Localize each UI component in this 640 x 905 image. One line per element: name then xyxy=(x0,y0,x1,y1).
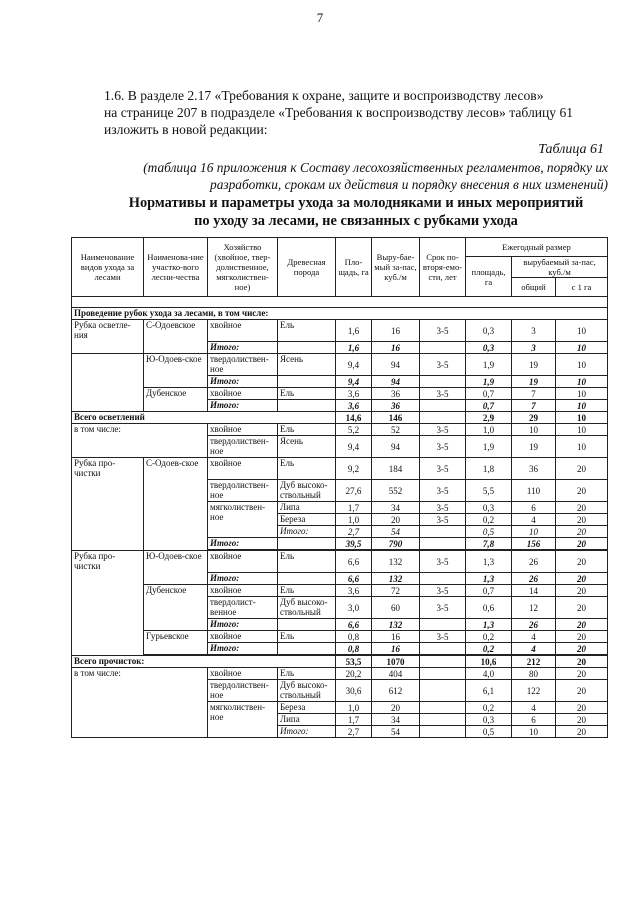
value-cell: 1070 xyxy=(372,656,420,668)
value-cell: 612 xyxy=(372,680,420,702)
value-cell: 0,8 xyxy=(336,631,372,643)
value-cell: 9,4 xyxy=(336,436,372,458)
value-cell: 6,1 xyxy=(466,680,512,702)
table-row xyxy=(72,458,608,480)
value-cell: 94 xyxy=(372,354,420,376)
value-cell: 4 xyxy=(512,514,556,526)
economy-cell: хвойное xyxy=(208,551,278,573)
value-cell: 10 xyxy=(512,526,556,538)
value-cell: 0,5 xyxy=(466,526,512,538)
paragraph-line: изложить в новой редакции: xyxy=(104,122,268,137)
value-cell: 20 xyxy=(556,458,608,480)
table-row xyxy=(72,585,608,597)
value-cell: 20 xyxy=(556,514,608,526)
value-cell: 34 xyxy=(372,714,420,726)
value-cell: 14 xyxy=(512,585,556,597)
value-cell: 12 xyxy=(512,597,556,619)
subtotal-label: Итого: xyxy=(208,538,278,550)
value-cell: 1,9 xyxy=(466,354,512,376)
value-cell: 10 xyxy=(556,400,608,412)
value-cell xyxy=(420,668,466,680)
empty-cell xyxy=(278,619,336,631)
value-cell: 146 xyxy=(372,412,420,424)
species-cell: Дуб высоко-ствольный xyxy=(278,680,336,702)
value-cell: 36 xyxy=(372,388,420,400)
value-cell: 5,5 xyxy=(466,480,512,502)
table-row xyxy=(72,354,608,376)
norms-table xyxy=(71,237,608,738)
species-cell: Ель xyxy=(278,458,336,480)
value-cell: 20 xyxy=(372,514,420,526)
value-cell: 132 xyxy=(372,573,420,585)
value-cell: 0,6 xyxy=(466,597,512,619)
value-cell xyxy=(420,412,466,424)
species-cell: Ясень xyxy=(278,436,336,458)
page-number: 7 xyxy=(316,10,324,25)
value-cell: 2,7 xyxy=(336,526,372,538)
table-row xyxy=(72,388,608,400)
header-type: Наименование видов ухода за лесами xyxy=(72,238,144,297)
header-forestry: Наименова-ние участко-вого лесни-чества xyxy=(144,238,208,297)
value-cell: 10 xyxy=(556,424,608,436)
value-cell: 26 xyxy=(512,551,556,573)
value-cell: 16 xyxy=(372,342,420,354)
value-cell: 790 xyxy=(372,538,420,550)
species-cell: Ясень xyxy=(278,354,336,376)
header-annual-perha: с 1 га xyxy=(556,278,608,297)
value-cell: 3-5 xyxy=(420,354,466,376)
subtotal-label: Итого: xyxy=(278,726,336,738)
economy-cell: хвойное xyxy=(208,424,278,436)
value-cell xyxy=(420,400,466,412)
value-cell: 14,6 xyxy=(336,412,372,424)
subtotal-label: в том числе: xyxy=(72,424,208,458)
value-cell: 20 xyxy=(556,656,608,668)
value-cell: 29 xyxy=(512,412,556,424)
header-species: Древесная порода xyxy=(278,238,336,297)
value-cell: 20 xyxy=(556,597,608,619)
table-row xyxy=(72,412,608,424)
forestry-cell: С-Одоевское xyxy=(144,320,208,354)
value-cell xyxy=(420,714,466,726)
value-cell xyxy=(420,342,466,354)
value-cell xyxy=(420,680,466,702)
header-economy: Хозяйство (хвойное, твер-долиственное, мягколиствен-ное) xyxy=(208,238,278,297)
value-cell: 1,9 xyxy=(466,436,512,458)
value-cell: 1,7 xyxy=(336,502,372,514)
empty-cell xyxy=(278,643,336,655)
value-cell: 3,6 xyxy=(336,585,372,597)
value-cell: 10 xyxy=(556,354,608,376)
value-cell: 19 xyxy=(512,436,556,458)
value-cell: 0,3 xyxy=(466,320,512,342)
value-cell xyxy=(420,376,466,388)
value-cell: 16 xyxy=(372,320,420,342)
value-cell: 10 xyxy=(556,388,608,400)
header-annual-total: общий xyxy=(512,278,556,297)
value-cell: 552 xyxy=(372,480,420,502)
economy-cell: хвойное xyxy=(208,320,278,342)
total-label: Всего осветлений xyxy=(72,412,336,424)
header-cut: Выру-бае-мый за-пас, куб./м xyxy=(372,238,420,297)
value-cell: 54 xyxy=(372,526,420,538)
empty-cell xyxy=(278,342,336,354)
value-cell: 4 xyxy=(512,702,556,714)
empty-cell xyxy=(278,400,336,412)
species-cell: Ель xyxy=(278,551,336,573)
value-cell: 1,3 xyxy=(466,551,512,573)
value-cell: 3-5 xyxy=(420,424,466,436)
economy-cell: мягколиствен-ное xyxy=(208,502,278,538)
value-cell: 4 xyxy=(512,631,556,643)
value-cell: 20 xyxy=(556,502,608,514)
value-cell: 10 xyxy=(512,424,556,436)
value-cell: 10,6 xyxy=(466,656,512,668)
forestry-cell: Дубенское xyxy=(144,585,208,631)
value-cell: 7,8 xyxy=(466,538,512,550)
value-cell: 27,6 xyxy=(336,480,372,502)
table-row xyxy=(72,631,608,643)
value-cell: 72 xyxy=(372,585,420,597)
value-cell: 3-5 xyxy=(420,480,466,502)
value-cell: 19 xyxy=(512,354,556,376)
economy-cell: твердолиствен-ное xyxy=(208,480,278,502)
value-cell: 7 xyxy=(512,388,556,400)
value-cell: 6,6 xyxy=(336,573,372,585)
value-cell: 404 xyxy=(372,668,420,680)
species-cell: Ель xyxy=(278,424,336,436)
value-cell: 26 xyxy=(512,573,556,585)
value-cell: 20 xyxy=(556,551,608,573)
table-note-line: (таблица 16 приложения к Составу лесохозяйственных регламентов, порядку их xyxy=(143,160,608,175)
value-cell: 4,0 xyxy=(466,668,512,680)
value-cell: 94 xyxy=(372,436,420,458)
value-cell: 20 xyxy=(556,480,608,502)
subtotal-label: Итого: xyxy=(208,573,278,585)
value-cell: 0,8 xyxy=(336,643,372,655)
value-cell: 132 xyxy=(372,619,420,631)
value-cell: 3-5 xyxy=(420,436,466,458)
value-cell: 10 xyxy=(556,320,608,342)
value-cell: 20 xyxy=(372,702,420,714)
economy-cell: мягколиствен-ное xyxy=(208,702,278,738)
table-row xyxy=(72,668,608,680)
subtotal-label: в том числе: xyxy=(72,668,208,738)
value-cell: 34 xyxy=(372,502,420,514)
value-cell: 80 xyxy=(512,668,556,680)
table-title xyxy=(76,194,636,230)
value-cell: 1,7 xyxy=(336,714,372,726)
forestry-cell: Ю-Одоев-ское xyxy=(144,551,208,585)
value-cell: 0,3 xyxy=(466,502,512,514)
value-cell: 20,2 xyxy=(336,668,372,680)
value-cell: 3-5 xyxy=(420,320,466,342)
value-cell: 20 xyxy=(556,680,608,702)
species-cell: Дуб высоко-ствольный xyxy=(278,480,336,502)
total-label: Всего прочисток: xyxy=(72,656,336,668)
forestry-cell: Ю-Одоев-ское xyxy=(144,354,208,388)
value-cell: 3-5 xyxy=(420,458,466,480)
value-cell: 0,2 xyxy=(466,702,512,714)
subtotal-label: Итого: xyxy=(208,400,278,412)
value-cell: 6 xyxy=(512,714,556,726)
forestry-cell: Гурьевское xyxy=(144,631,208,655)
subtotal-label: Итого: xyxy=(208,643,278,655)
value-cell: 7 xyxy=(512,400,556,412)
value-cell: 1,3 xyxy=(466,619,512,631)
value-cell xyxy=(420,573,466,585)
economy-cell: твердолиствен-ное xyxy=(208,680,278,702)
value-cell: 1,8 xyxy=(466,458,512,480)
value-cell: 36 xyxy=(372,400,420,412)
type-cell: Рубка осветле-ния xyxy=(72,320,144,354)
species-cell: Липа xyxy=(278,714,336,726)
value-cell: 0,2 xyxy=(466,514,512,526)
value-cell: 0,2 xyxy=(466,643,512,655)
species-cell: Липа xyxy=(278,502,336,514)
value-cell: 19 xyxy=(512,376,556,388)
value-cell: 3 xyxy=(512,342,556,354)
table-row xyxy=(72,656,608,668)
value-cell: 10 xyxy=(556,412,608,424)
value-cell: 52 xyxy=(372,424,420,436)
table-title-line: Нормативы и параметры ухода за молодняками и иных мероприятий xyxy=(128,195,584,211)
value-cell: 1,6 xyxy=(336,342,372,354)
header-area: Пло-щадь, га xyxy=(336,238,372,297)
value-cell: 3-5 xyxy=(420,551,466,573)
value-cell: 54 xyxy=(372,726,420,738)
species-cell: Береза xyxy=(278,514,336,526)
value-cell: 20 xyxy=(556,619,608,631)
value-cell: 3-5 xyxy=(420,514,466,526)
value-cell xyxy=(420,656,466,668)
value-cell: 1,9 xyxy=(466,376,512,388)
value-cell: 110 xyxy=(512,480,556,502)
value-cell: 94 xyxy=(372,376,420,388)
header-annual-cut: вырубаемый за-пас, куб./м xyxy=(512,257,608,278)
value-cell: 3-5 xyxy=(420,597,466,619)
forestry-cell: С-Одоев-ское xyxy=(144,458,208,551)
value-cell: 1,0 xyxy=(336,702,372,714)
value-cell: 20 xyxy=(556,726,608,738)
header-annual-area: площадь, га xyxy=(466,257,512,297)
paragraph-line: 1.6. В разделе 2.17 «Требования к охране, защите и воспроизводству лесов» xyxy=(104,88,544,103)
value-cell: 16 xyxy=(372,631,420,643)
table-note-line: разработки, срокам их действия и порядку внесения в них изменений) xyxy=(210,177,608,192)
value-cell: 6,6 xyxy=(336,551,372,573)
value-cell: 0,3 xyxy=(466,342,512,354)
table-row xyxy=(72,320,608,342)
spacer-row xyxy=(72,297,608,308)
subtotal-label: Итого: xyxy=(208,342,278,354)
value-cell: 184 xyxy=(372,458,420,480)
value-cell: 60 xyxy=(372,597,420,619)
value-cell xyxy=(420,619,466,631)
value-cell: 156 xyxy=(512,538,556,550)
species-cell: Береза xyxy=(278,702,336,714)
value-cell: 3-5 xyxy=(420,388,466,400)
value-cell: 122 xyxy=(512,680,556,702)
economy-cell: хвойное xyxy=(208,388,278,400)
empty-cell xyxy=(278,376,336,388)
value-cell: 5,2 xyxy=(336,424,372,436)
type-cell: Рубка про-чистки xyxy=(72,551,144,656)
value-cell: 3-5 xyxy=(420,502,466,514)
value-cell: 20 xyxy=(556,585,608,597)
species-cell: Ель xyxy=(278,585,336,597)
table-row xyxy=(72,551,608,573)
table-row xyxy=(72,424,608,436)
value-cell: 132 xyxy=(372,551,420,573)
species-cell: Ель xyxy=(278,631,336,643)
value-cell: 26 xyxy=(512,619,556,631)
value-cell: 3,6 xyxy=(336,400,372,412)
species-cell: Ель xyxy=(278,668,336,680)
empty-cell xyxy=(278,573,336,585)
species-cell: Дуб высоко-ствольный xyxy=(278,597,336,619)
economy-cell: хвойное xyxy=(208,458,278,480)
subtotal-label: Итого: xyxy=(208,619,278,631)
value-cell: 10 xyxy=(556,436,608,458)
value-cell: 20 xyxy=(556,643,608,655)
economy-cell: твердолиствен-ное xyxy=(208,354,278,376)
value-cell: 10 xyxy=(512,726,556,738)
subtotal-label: Итого: xyxy=(278,526,336,538)
header-annual: Ежегодный размер xyxy=(466,238,608,257)
value-cell: 1,0 xyxy=(336,514,372,526)
value-cell: 9,2 xyxy=(336,458,372,480)
value-cell: 9,4 xyxy=(336,376,372,388)
value-cell: 20 xyxy=(556,702,608,714)
value-cell: 9,4 xyxy=(336,354,372,376)
value-cell: 20 xyxy=(556,631,608,643)
economy-cell: твердолиствен-ное xyxy=(208,436,278,458)
value-cell: 212 xyxy=(512,656,556,668)
table-number: Таблица 61 xyxy=(538,142,604,157)
value-cell: 2,7 xyxy=(336,726,372,738)
table-title-line: по уходу за лесами, не связанных с рубками ухода xyxy=(194,213,518,229)
header-term: Срок по-вторя-емо-сти, лет xyxy=(420,238,466,297)
value-cell: 30,6 xyxy=(336,680,372,702)
value-cell xyxy=(420,538,466,550)
subtotal-label: Итого: xyxy=(208,376,278,388)
economy-cell: хвойное xyxy=(208,631,278,643)
value-cell: 36 xyxy=(512,458,556,480)
value-cell: 0,7 xyxy=(466,388,512,400)
value-cell: 1,0 xyxy=(466,424,512,436)
empty-cell xyxy=(278,538,336,550)
value-cell: 39,5 xyxy=(336,538,372,550)
value-cell: 0,7 xyxy=(466,400,512,412)
value-cell: 3,6 xyxy=(336,388,372,400)
value-cell: 6 xyxy=(512,502,556,514)
value-cell: 10 xyxy=(556,376,608,388)
economy-cell: хвойное xyxy=(208,668,278,680)
value-cell: 3,0 xyxy=(336,597,372,619)
empty-cell xyxy=(72,354,144,412)
value-cell: 0,7 xyxy=(466,585,512,597)
value-cell xyxy=(420,702,466,714)
value-cell: 4 xyxy=(512,643,556,655)
value-cell: 0,2 xyxy=(466,631,512,643)
forestry-cell: Дубенское xyxy=(144,388,208,412)
paragraph-line: на странице 207 в подразделе «Требования к воспроизводству лесов» таблицу 61 xyxy=(104,105,574,120)
value-cell: 0,5 xyxy=(466,726,512,738)
value-cell: 0,3 xyxy=(466,714,512,726)
intro-paragraph xyxy=(104,87,604,138)
value-cell: 3-5 xyxy=(420,631,466,643)
species-cell: Ель xyxy=(278,320,336,342)
value-cell: 3-5 xyxy=(420,585,466,597)
value-cell: 1,6 xyxy=(336,320,372,342)
value-cell xyxy=(420,526,466,538)
value-cell: 6,6 xyxy=(336,619,372,631)
economy-cell: хвойное xyxy=(208,585,278,597)
species-cell: Ель xyxy=(278,388,336,400)
value-cell: 20 xyxy=(556,668,608,680)
value-cell: 20 xyxy=(556,538,608,550)
value-cell: 20 xyxy=(556,714,608,726)
value-cell: 16 xyxy=(372,643,420,655)
value-cell: 20 xyxy=(556,526,608,538)
value-cell xyxy=(420,726,466,738)
section-heading: Проведение рубок ухода за лесами, в том числе: xyxy=(72,308,608,320)
value-cell: 53,5 xyxy=(336,656,372,668)
economy-cell: твердолист-венное xyxy=(208,597,278,619)
value-cell: 10 xyxy=(556,342,608,354)
table-note xyxy=(60,159,608,193)
value-cell: 20 xyxy=(556,573,608,585)
type-cell: Рубка про-чистки xyxy=(72,458,144,551)
value-cell: 2,9 xyxy=(466,412,512,424)
value-cell: 3 xyxy=(512,320,556,342)
value-cell xyxy=(420,643,466,655)
value-cell: 1,3 xyxy=(466,573,512,585)
